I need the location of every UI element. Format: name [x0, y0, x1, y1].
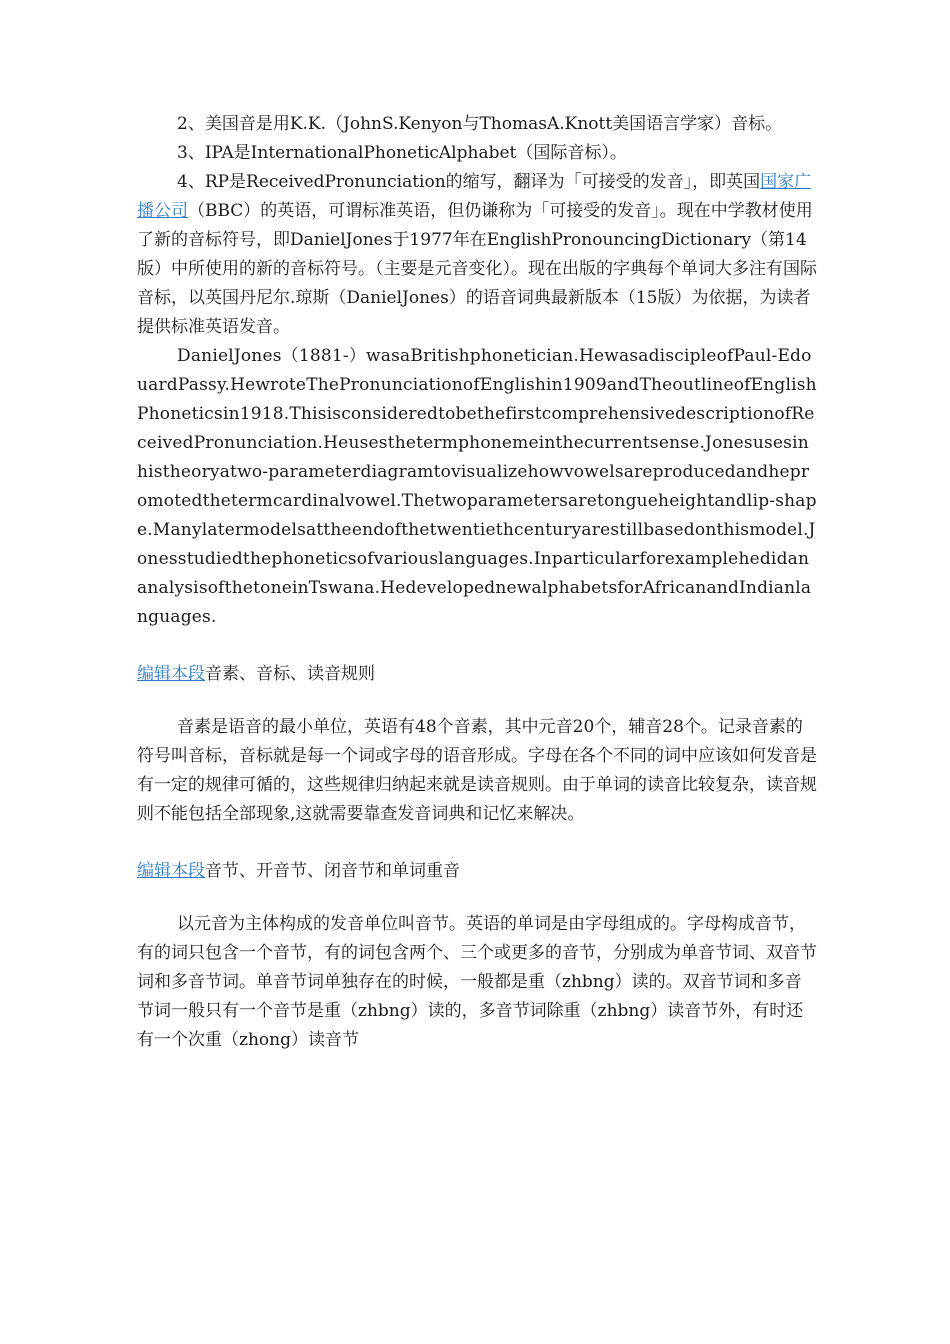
- rp-text-suffix: （BBC）的英语，可谓标准英语，但仍谦称为「可接受的发音」。现在中学教材使用了新的音标符号，即DanielJones于1977年在EnglishPronouncingDictionary（第14版）中所使用的新的音标符号。（主要是元音变化）。现在出版的字典每个单词大多注有国际音标，以英国丹尼尔.琼斯（DanielJones）的语音词典最新版本（15版）为依据，为读者提供标准英语发音。: [137, 201, 817, 337]
- edit-section-link[interactable]: 编辑本段: [137, 664, 205, 684]
- section-title: 音节、开音节、闭音节和单词重音: [205, 861, 460, 881]
- paragraph-daniel-jones: DanielJones（1881-）wasaBritishphonetician.HewasadiscipleofPaul-EdouardPassy.HewroteThePronunciationofEnglishin1909andTheoutlineofEnglishPhoneticsin1918.ThisisconsideredtobethefirstcomprehensivedescriptionofReceivedPronunciation.Heusesthetermphonemeinthecurrentsense.Jonesusesinhistheoryatwo-parameterdiagramtovisualizehowvowelsareproducedandhepromotedthetermcardinalvowel.Thetwoparametersaretongueheightandlip-shape.Manylatermodelsattheendofthetwentiethcenturyarestillbasedonthismodel.Jonesstudiedthephoneticsofvariouslanguages.InparticularforexamplehedidananalysisofthetoneinTswana.HedevelopednewalphabetsforAfricanandIndianlanguages.: [137, 346, 817, 627]
- edit-section-link[interactable]: 编辑本段: [137, 861, 205, 881]
- bbc-link[interactable]: 国家广播公司: [137, 172, 812, 221]
- paragraph-us-phonetics: 2、美国音是用K.K.（JohnS.Kenyon与ThomasA.Knott美国语言学家）音标。: [177, 114, 783, 134]
- section-title: 音素、音标、读音规则: [205, 664, 375, 684]
- section-heading-phonemes: [137, 660, 817, 689]
- paragraph-syllables: 以元音为主体构成的发音单位叫音节。英语的单词是由字母组成的。字母构成音节，有的词只包含一个音节，有的词包含两个、三个或更多的音节，分别成为单音节词、双音节词和多音节词。单音节词单独存在的时候，一般都是重（zhbng）读的。双音节词和多音节词一般只有一个音节是重（zhbng）读的，多音节词除重（zhbng）读音节外，有时还有一个次重（zhong）读音节: [137, 914, 817, 1050]
- section-heading-syllables: [137, 857, 817, 886]
- document-page: [137, 110, 817, 1055]
- paragraph-ipa: 3、IPA是InternationalPhoneticAlphabet（国际音标）。: [177, 143, 627, 163]
- paragraph-rp: [137, 168, 817, 342]
- rp-text-prefix: 4、RP是ReceivedPronunciation的缩写，翻译为「可接受的发音」，即英国: [177, 172, 761, 192]
- paragraph-phonemes: 音素是语音的最小单位，英语有48个音素，其中元音20个，辅音28个。记录音素的符号叫音标，音标就是每一个词或字母的语音形成。字母在各个不同的词中应该如何发音是有一定的规律可循的，这些规律归纳起来就是读音规则。由于单词的读音比较复杂，读音规则不能包括全部现象,这就需要靠查发音词典和记忆来解决。: [137, 717, 817, 824]
